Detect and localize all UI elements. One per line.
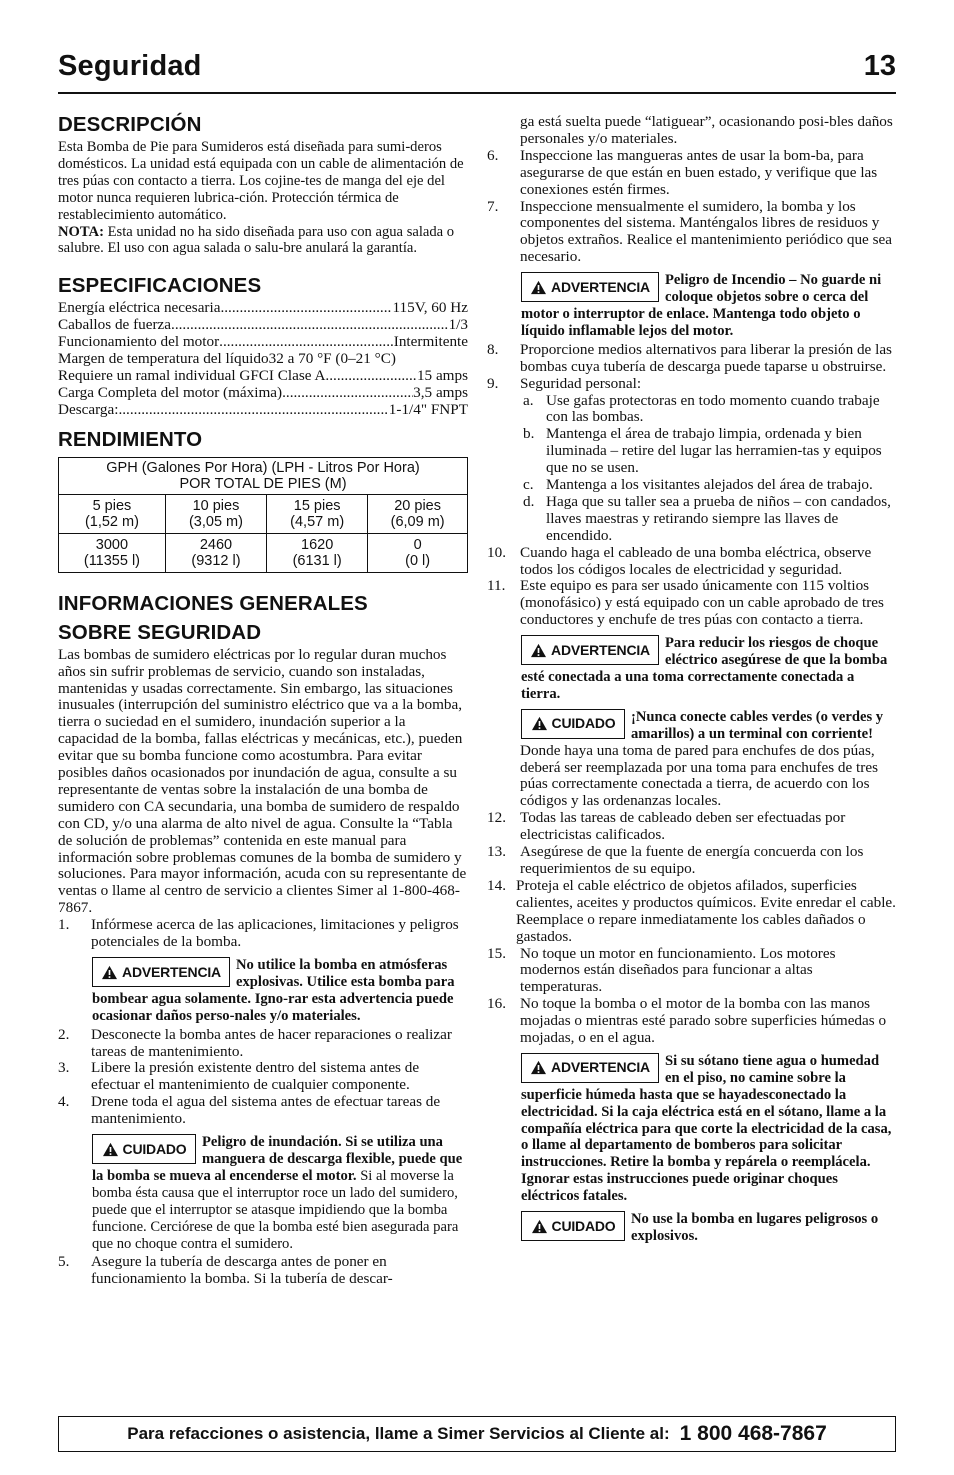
item-number: 9. <box>487 374 499 392</box>
spec-value: 15 amps <box>416 367 468 384</box>
spec-label: Caballos de fuerza <box>58 317 172 334</box>
caution-badge <box>521 1211 625 1241</box>
warning-badge <box>521 272 659 302</box>
item-number: 8. <box>487 340 499 358</box>
list-item <box>487 199 897 267</box>
spec-label: Energía eléctrica necesaria <box>58 300 221 317</box>
item-text: Proteja el cable eléctrico de objetos afilados, superficies calientes, aceites y productos químicos. Evite enredar el cable. Reemplace o repare inmediatamente los cables dañados o gastados. <box>516 876 896 945</box>
sub-item-letter: b. <box>523 425 535 443</box>
table-title: GPH (Galones Por Hora) (LPH - Litros Por Hora) POR TOTAL DE PIES (M) <box>59 457 468 494</box>
notice-text: Si su sótano tiene agua o humedad en el piso, no camine sobre la superficie húmeda hasta que se hayadesconectado la electricidad. Si la caja eléctrica está en el sótano, llame a la compañía eléctrica para que corte la electricidad de la casa, o llame al departamento de bomberos para solicitar instrucciones. Retire la bomba y repárela o reemplácela. Ignorar estas instrucciones puede originar choques eléctricos fatales. <box>521 1052 892 1205</box>
leader-dots <box>282 385 413 402</box>
item-text: Donde haya una toma de pared para enchufes de dos púas, deberá ser reemplazada por una toma para enchufes de tres púas correctamente conectada a tierra, de acuerdo con los códigos y las ordenanzas locales. <box>520 741 878 810</box>
table-cell: 20 pies (6,09 m) <box>368 494 468 533</box>
item-number <box>487 743 520 811</box>
especificaciones-heading: ESPECIFICACIONES <box>58 274 262 298</box>
spec-value: 3,5 amps <box>413 384 468 401</box>
spec-value: 115V, 60 Hz <box>392 300 468 317</box>
warning-triangle-icon <box>530 280 547 295</box>
item-number: 1. <box>58 916 70 934</box>
leader-dots <box>118 402 388 419</box>
list-item <box>487 545 897 579</box>
item-text: Libere la presión existente dentro del sistema antes de efectuar el mantenimiento de cualquier componente. <box>91 1059 420 1094</box>
badge-label: ADVERTENCIA <box>551 1059 650 1076</box>
list-item <box>487 578 897 629</box>
notice-text: Para reducir los riesgos de choque eléctrico asegúrese de que la bomba esté conectada a una toma correctamente conectada a tierra. <box>521 635 888 702</box>
list-item <box>487 844 897 878</box>
list-item <box>487 148 897 199</box>
item-number: 3. <box>58 1059 70 1077</box>
footer-text: Para refacciones o asistencia, llame a Simer Servicios al Cliente al: <box>127 1424 670 1443</box>
sub-item-letter: a. <box>523 391 534 409</box>
table-row-values <box>59 533 468 572</box>
warning-triangle-icon <box>530 1060 547 1075</box>
warning-triangle-icon <box>530 643 547 658</box>
badge-label: ADVERTENCIA <box>551 278 650 295</box>
heading-line: INFORMACIONES GENERALES <box>58 591 368 615</box>
warning-triangle-icon <box>531 716 548 731</box>
rendimiento-heading: RENDIMIENTO <box>58 427 203 451</box>
spec-label: Descarga: <box>58 401 119 418</box>
table-cell: 15 pies (4,57 m) <box>267 494 368 533</box>
caution-notice <box>92 1134 468 1252</box>
table-cell: 2460 (9312 l) <box>165 533 266 572</box>
spec-label: Carga Completa del motor (máxima) <box>58 384 283 401</box>
list-item <box>487 946 897 997</box>
notice-text: Peligro de inundación. Si se utiliza una manguera de descarga flexible, puede que la bomba se mueva al encenderse el motor. <box>92 1134 463 1184</box>
warning-triangle-icon <box>531 1219 548 1234</box>
spec-row <box>58 300 468 317</box>
item-text: No toque un motor en funcionamiento. Los motores modernos están diseñados para funcionar a altas temperaturas. <box>520 944 836 996</box>
spec-row <box>58 402 468 419</box>
spec-value: Intermitente <box>393 334 468 351</box>
caution-notice <box>521 1211 897 1245</box>
table-cell: 0 (0 l) <box>368 533 468 572</box>
sub-item-text: Haga que su taller sea a prueba de niños – con candados, llaves maestras y retirando siempre las llaves de encendido. <box>546 492 891 544</box>
item-number: 7. <box>487 197 499 215</box>
item-number: 5. <box>58 1253 70 1271</box>
item-number <box>487 114 520 148</box>
item-text: No toque la bomba o el motor de la bomba con las manos mojadas o mientras esté parado sobre superficies húmedas o mojadas, o en el agua. <box>520 995 887 1047</box>
item-text: Cuando haga el cableado de una bomba eléctrica, observe todos los códigos locales de electricidad y seguridad. <box>520 543 872 578</box>
sub-item-text: Use gafas protectoras en todo momento cuando trabaje con las bombas. <box>546 391 880 426</box>
sub-list-item <box>487 393 897 427</box>
heading-line: SOBRE SEGURIDAD <box>58 620 262 644</box>
spec-row <box>58 368 468 385</box>
warning-triangle-icon <box>101 965 118 980</box>
list-item <box>58 1094 468 1128</box>
spec-value: 32 a 70 °F (0–21 °C) <box>268 351 396 368</box>
right-column <box>487 114 897 1247</box>
item-text: Inspeccione las mangueras antes de usar la bom-ba, para asegurarse de que están en buen estado, y verifique que las conexiones estén firmes. <box>520 146 878 198</box>
list-item <box>487 878 897 946</box>
list-item <box>58 1027 468 1061</box>
performance-table <box>58 457 468 573</box>
list-item <box>487 114 897 148</box>
list-item <box>58 917 468 951</box>
descripcion-body: Esta Bomba de Pie para Sumideros está diseñada para sumi-deros domésticos. La unidad está equipada con un cable de alimentación de tres púas con contacto a tierra. Los cojine-tes de manga del eje del motor nunca requieren lubrica-ción. Protección térmica de restablecimiento automático. <box>58 139 464 223</box>
item-number: 12. <box>487 809 506 827</box>
list-item <box>58 1060 468 1094</box>
item-number: 15. <box>487 944 506 962</box>
leader-dots <box>219 334 394 351</box>
spec-row <box>58 317 468 334</box>
warning-badge <box>92 957 230 987</box>
item-number: 2. <box>58 1025 70 1043</box>
note-label: NOTA: <box>58 223 104 240</box>
spec-value: 1/3 <box>448 317 468 334</box>
item-text: Proporcione medios alternativos para liberar la presión de las bombas cuya tubería de descarga puede taparse u obstruirse. <box>520 340 892 375</box>
sub-list-item <box>487 426 897 477</box>
item-text: Drene toda el agua del sistema antes de efectuar tareas de mantenimiento. <box>91 1093 441 1128</box>
page-number: 13 <box>863 50 896 82</box>
spec-label: Margen de temperatura del líquido <box>58 351 269 368</box>
item-number: 14. <box>487 876 506 894</box>
list-item <box>487 342 897 376</box>
left-column <box>58 110 468 1288</box>
leader-dots <box>325 368 417 385</box>
notice-text: No utilice la bomba en atmósferas explosivas. Utilice esta bomba para bombear agua solamente. Igno-rar esta advertencia puede ocasionar daños perso-nales y/o materiales. <box>92 957 455 1024</box>
page-header <box>58 48 896 94</box>
list-item <box>487 996 897 1047</box>
spec-row <box>58 334 468 351</box>
sub-item-text: Mantenga a los visitantes alejados del área de trabajo. <box>546 476 873 494</box>
item-text: Desconecte la bomba antes de hacer reparaciones o realizar tareas de mantenimiento. <box>91 1025 452 1060</box>
table-cell: 5 pies (1,52 m) <box>59 494 166 533</box>
notice-text: Si al moverse la bomba ésta causa que el interruptor roce un lado del sumidero, puede que el interruptor se atasque impidiendo que la bomba funcione. Cerciórese de que la bomba esté bien asegurada para que no choque contra el sumidero. <box>92 1167 459 1252</box>
leader-dots <box>220 300 392 317</box>
spec-list <box>58 300 468 418</box>
notice-text: Peligro de Incendio – No guarde ni coloque objetos sobre o cerca del motor o interruptor de enlace. Mantenga todo objeto o líquido inflamable lejos del motor. <box>521 272 882 339</box>
list-item <box>487 810 897 844</box>
spec-label: Requiere un ramal individual GFCI Clase A <box>58 367 326 384</box>
informaciones-heading <box>58 589 468 647</box>
warning-notice <box>521 635 897 703</box>
item-text-part: Este equipo es para ser usado únicamente con 115 voltios <box>520 577 870 595</box>
spec-row <box>58 351 468 368</box>
table-row-heads <box>59 494 468 533</box>
leader-dots <box>171 317 449 334</box>
informaciones-intro: Las bombas de sumidero eléctricas por lo regular duran muchos años sin sufrir problemas de servicio, cuando son instaladas, mantenidas y usadas correctamente. Sin embargo, las situaciones inusuales (interrupción del suministro eléctrico que va a la bomba, tierra o suciedad en el sumidero, inundación superior a la capacidad de la bomba, fallas eléctricas y mecánicas, etc.), pueden evitar que su bomba funcione como acostumbra. Para evitar posibles daños ocasionados por inundación de agua, consulte a su representante de ventas sobre la instalación de una bomba de sumidero con CA secundaria, una bomba de sumidero de respaldo con CD, y/o una alarma de alto nivel de agua. Consulte la “Tabla de solución de problemas” contenida en este manual para información sobre problemas comunes de la bomba de sumidero y soluciones. Para mayor información, acuda con su representante de ventas o llame al centro de servicio a clientes Simer al 1-800-468-7867. <box>58 645 467 917</box>
warning-notice <box>521 272 897 340</box>
warning-badge <box>521 1053 659 1083</box>
warning-triangle-icon <box>102 1142 119 1157</box>
item-number: 16. <box>487 995 506 1013</box>
badge-label: ADVERTENCIA <box>551 641 650 658</box>
item-number: 4. <box>58 1093 70 1111</box>
item-text: Asegure la tubería de descarga antes de poner en funcionamiento la bomba. Si la tubería de descar- <box>91 1253 393 1288</box>
spec-label: Funcionamiento del motor <box>58 334 220 351</box>
footer-phone: 1 800 468-7867 <box>679 1422 827 1445</box>
footer-contact-bar <box>58 1416 896 1452</box>
descripcion-text <box>58 139 468 257</box>
spec-row <box>58 385 468 402</box>
table-title-row <box>59 457 468 494</box>
sub-list-item <box>487 494 897 545</box>
badge-label: ADVERTENCIA <box>122 963 221 980</box>
list-item <box>487 376 897 393</box>
sub-list-item <box>487 477 897 494</box>
warning-notice <box>92 957 468 1025</box>
warning-badge <box>521 635 659 665</box>
item-text: Seguridad personal: <box>520 374 642 392</box>
notice-text: ¡Nunca conecte cables verdes (o verdes y amarillos) a un terminal con corriente! <box>631 708 884 742</box>
item-number: 6. <box>487 146 499 164</box>
page-title: Seguridad <box>58 50 202 82</box>
sub-item-letter: d. <box>523 492 535 510</box>
item-text: Inspeccione mensualmente el sumidero, la bomba y los componentes del sistema. Manténgalos libres de residuos y objetos extraños. Realice el mantenimiento periódico que sea necesario. <box>520 197 892 266</box>
table-cell: 3000 (11355 l) <box>59 533 166 572</box>
item-text: ga está suelta puede “latiguear”, ocasionando posi-bles daños personales y/o materiales. <box>520 113 893 147</box>
notice-text: No use la bomba en lugares peligrosos o explosivos. <box>631 1211 879 1244</box>
item-text: Infórmese acerca de las aplicaciones, limitaciones y peligros potenciales de la bomba. <box>91 916 459 951</box>
sub-item-letter: c. <box>523 476 534 494</box>
caution-badge <box>521 709 625 739</box>
item-number: 13. <box>487 843 506 861</box>
caution-badge <box>92 1134 196 1164</box>
item-text: Todas las tareas de cableado deben ser efectuadas por electricistas calificados. <box>520 809 846 844</box>
list-item <box>58 1254 468 1288</box>
item-text: Asegúrese de que la fuente de energía concuerda con los requerimientos de su equipo. <box>520 843 864 877</box>
badge-label: CUIDADO <box>551 1217 616 1234</box>
badge-label: CUIDADO <box>551 715 616 732</box>
table-cell: 1620 (6131 l) <box>267 533 368 572</box>
item-number: 10. <box>487 543 506 561</box>
descripcion-heading: DESCRIPCIÓN <box>58 113 202 136</box>
caution-notice <box>521 709 897 743</box>
note-text: Esta unidad no ha sido diseñada para uso con agua salada o salubre. El uso con agua salada o salu-bre anulará la garantía. <box>58 223 455 257</box>
warning-notice <box>521 1053 897 1205</box>
item-text-part: (monofásico) y está equipado con un cable aprobado de tres conductores y enchufe de tres púas con contacto a tierra. <box>520 594 884 629</box>
item-text <box>520 578 897 629</box>
sub-item-text: Mantenga el área de trabajo limpia, ordenada y bien iluminada – retire del lugar las herramien-tas y equipos que no se usen. <box>546 425 882 477</box>
table-cell: 10 pies (3,05 m) <box>165 494 266 533</box>
badge-label: CUIDADO <box>122 1140 187 1157</box>
list-item <box>487 743 897 811</box>
spec-value: 1-1/4" FNPT <box>388 401 468 418</box>
item-number: 11. <box>487 577 506 595</box>
